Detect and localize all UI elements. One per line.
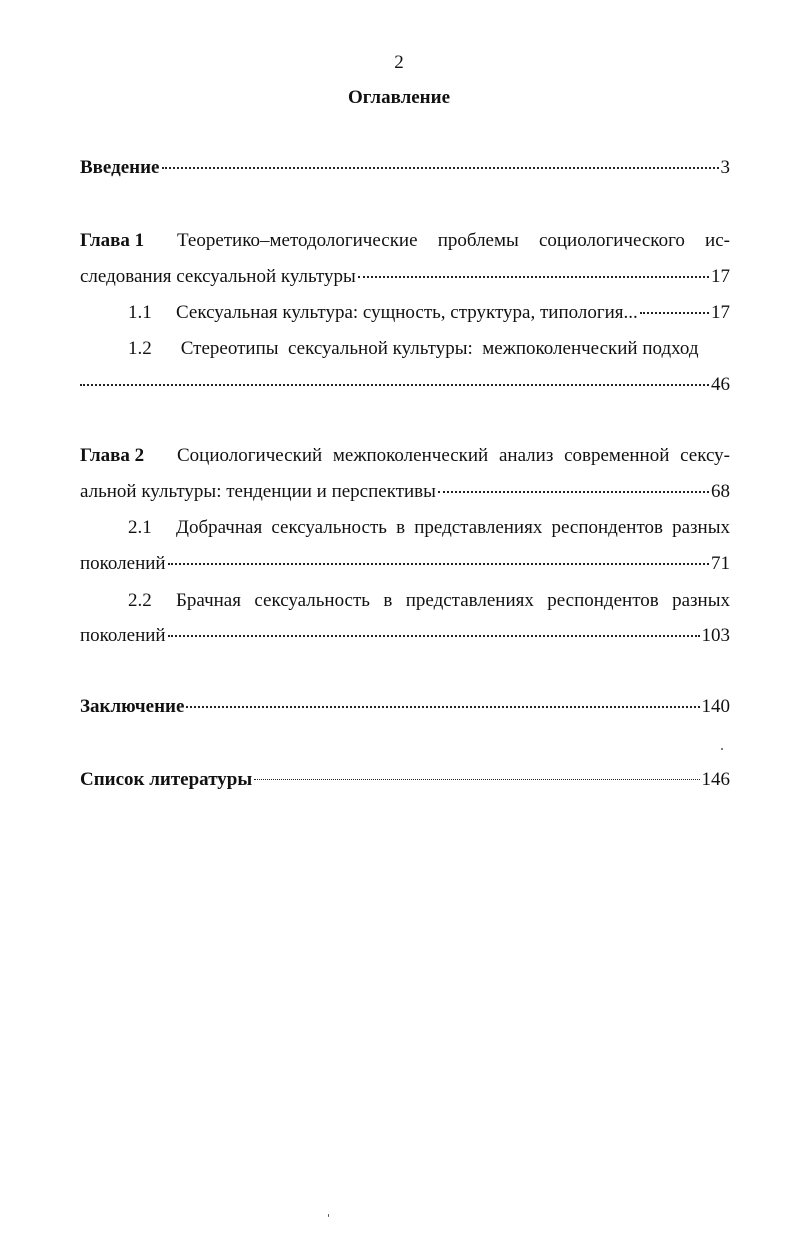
leader-dots	[640, 312, 709, 314]
toc-section-2-1[interactable]	[128, 516, 730, 540]
toc-bibliography-label: Список литературы	[80, 769, 253, 790]
toc-section-title-cont: поколений	[80, 625, 166, 646]
toc-section-page: 71	[711, 553, 730, 574]
leader-dots	[254, 779, 699, 780]
toc-section-title: Добрачная сексуальность в представлениях респондентов разных	[176, 517, 730, 538]
toc-entry-bibliography[interactable]	[80, 768, 730, 792]
toc-section-2-1-line1	[128, 516, 730, 540]
leader-dots	[358, 276, 709, 278]
toc-conclusion-label: Заключение	[80, 696, 185, 717]
toc-section-page: 17	[711, 302, 730, 323]
toc-chapter1-line2[interactable]	[80, 265, 730, 289]
toc-section-title-cont: поколений	[80, 553, 166, 574]
scan-speck	[721, 748, 723, 750]
toc-section-number: 2.1	[128, 517, 152, 538]
toc-entry-conclusion[interactable]	[80, 695, 730, 719]
toc-section-2-2-line1	[128, 589, 730, 613]
toc-section-2-2[interactable]	[128, 589, 730, 613]
leader-dots	[168, 563, 709, 565]
leader-dots	[80, 384, 709, 386]
toc-bibliography-page: 146	[701, 769, 730, 790]
toc-section-2-1-line2[interactable]	[80, 552, 730, 576]
toc-section-2-2-line2[interactable]	[80, 624, 730, 648]
toc-section-number: 2.2	[128, 590, 152, 611]
toc-chapter1-page: 17	[711, 266, 730, 287]
toc-chapter1-label: Глава 1	[80, 230, 145, 251]
toc-section-1-1[interactable]	[128, 301, 730, 325]
toc-chapter1-title-line2: следования сексуальной культуры	[80, 266, 356, 287]
toc-chapter1-heading[interactable]	[80, 229, 730, 253]
toc-section-title: Сексуальная культура: сущность, структура, типология...	[176, 302, 638, 323]
leader-dots	[186, 706, 699, 708]
scan-speck	[328, 1214, 329, 1217]
toc-chapter2-label: Глава 2	[80, 445, 145, 466]
toc-conclusion-page: 140	[701, 696, 730, 717]
toc-chapter2-title-line1-wrap	[80, 444, 730, 468]
toc-chapter2-title-line1: Социологический межпоколенческий анализ современной сексу-	[177, 445, 730, 466]
toc-intro-label: Введение	[80, 157, 160, 178]
toc-section-number: 1.1	[128, 302, 152, 323]
toc-section-title: Брачная сексуальность в представлениях респондентов разных	[176, 590, 730, 611]
toc-section-page: 103	[701, 625, 730, 646]
leader-dots	[168, 635, 700, 637]
toc-intro-page: 3	[720, 157, 730, 178]
toc-chapter2-title-line2: альной культуры: тенденции и перспективы	[80, 481, 436, 502]
leader-dots	[438, 491, 709, 493]
toc-chapter2-heading[interactable]	[80, 444, 730, 468]
toc-section-number: 1.2	[128, 338, 152, 359]
toc-entry-intro[interactable]	[80, 156, 730, 180]
toc-chapter2-page: 68	[711, 481, 730, 502]
toc-section-1-2-leader[interactable]	[80, 373, 730, 397]
leader-dots	[162, 167, 719, 169]
toc-section-title: Стереотипы сексуальной культуры: межпоколенческий подход	[180, 338, 699, 359]
toc-chapter1-title-line1-wrap	[80, 229, 730, 253]
toc-section-page: 46	[711, 374, 730, 395]
toc-section-1-2[interactable]	[128, 337, 730, 361]
toc-chapter2-line2[interactable]	[80, 480, 730, 504]
page-title: Оглавление	[347, 87, 451, 108]
toc-chapter1-title-line1: Теоретико–методологические проблемы социологического ис-	[177, 230, 730, 251]
page-number: 2	[394, 52, 404, 73]
